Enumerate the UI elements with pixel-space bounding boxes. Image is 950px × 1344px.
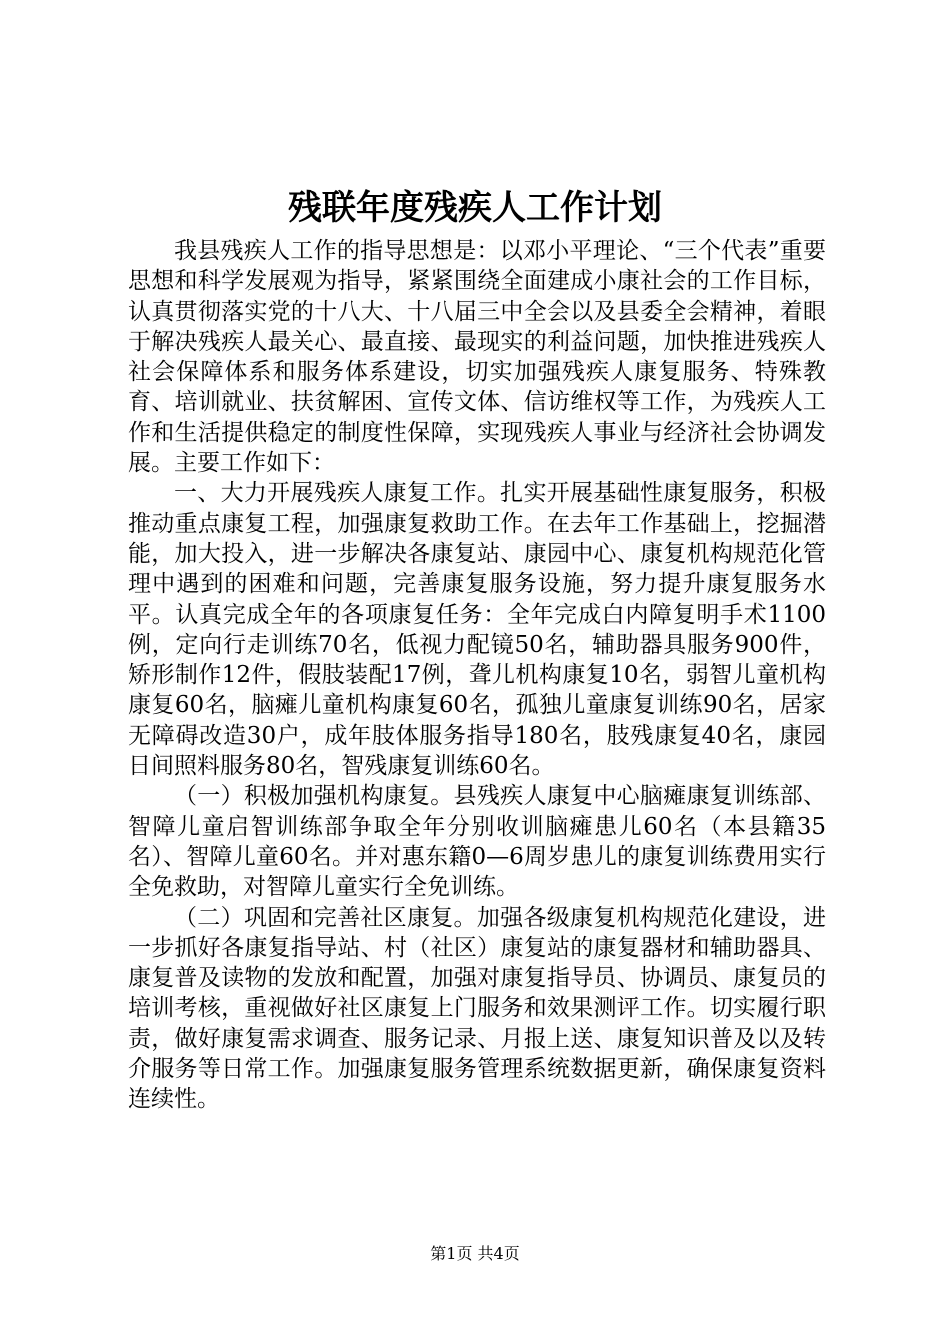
page-footer: 第1页 共4页	[430, 1244, 520, 1263]
document-title: 残联年度残疾人工作计划	[288, 188, 662, 228]
paragraph-guiding-ideology: 我县残疾人工作的指导思想是：以邓小平理论、“三个代表”重要思想和科学发展观为指导，紧紧围绕全面建成小康社会的工作目标，认真贯彻落实党的十八大、十八届三中全会以及县委全会精神，着眼于解决残疾人最关心、最直接、最现实的利益问题，加快推进残疾人社会保障体系和服务体系建设，切实加强残疾人康复服务、特殊教育、培训就业、扶贫解困、宣传文体、信访维权等工作，为残疾人工作和生活提供稳定的制度性保障，实现残疾人事业与经济社会协调发展。主要工作如下：	[128, 238, 826, 477]
paragraph-community-rehab: （二）巩固和完善社区康复。加强各级康复机构规范化建设，进一步抓好各康复指导站、村（社区）康复站的康复器材和辅助器具、康复普及读物的发放和配置，加强对康复指导员、协调员、康复员的培训考核，重视做好社区康复上门服务和效果测评工作。切实履行职责，做好康复需求调查、服务记录、月报上送、康复知识普及以及转介服务等日常工作。加强康复服务管理系统数据更新，确保康复资料连续性。	[128, 904, 826, 1113]
paragraph-institutional-rehab: （一）积极加强机构康复。县残疾人康复中心脑瘫康复训练部、智障儿童启智训练部争取全年分别收训脑瘫患儿60名（本县籍35名）、智障儿童60名。并对惠东籍0—6周岁患儿的康复训练费用实行全免救助，对智障儿童实行全免训练。	[128, 783, 826, 901]
document-body	[128, 236, 826, 1115]
paragraph-rehabilitation-work: 一、大力开展残疾人康复工作。扎实开展基础性康复服务，积极推动重点康复工程，加强康复救助工作。在去年工作基础上，挖掘潜能，加大投入，进一步解决各康复站、康园中心、康复机构规范化管理中遇到的困难和问题，完善康复服务设施，努力提升康复服务水平。认真完成全年的各项康复任务：全年完成白内障复明手术1100例，定向行走训练70名，低视力配镜50名，辅助器具服务900件，矫形制作12件，假肢装配17例，聋儿机构康复10名，弱智儿童机构康复60名，脑瘫儿童机构康复60名，孤独儿童康复训练90名，居家无障碍改造30户，成年肢体服务指导180名，肢残康复40名，康园日间照料服务80名，智残康复训练60名。	[128, 480, 826, 780]
